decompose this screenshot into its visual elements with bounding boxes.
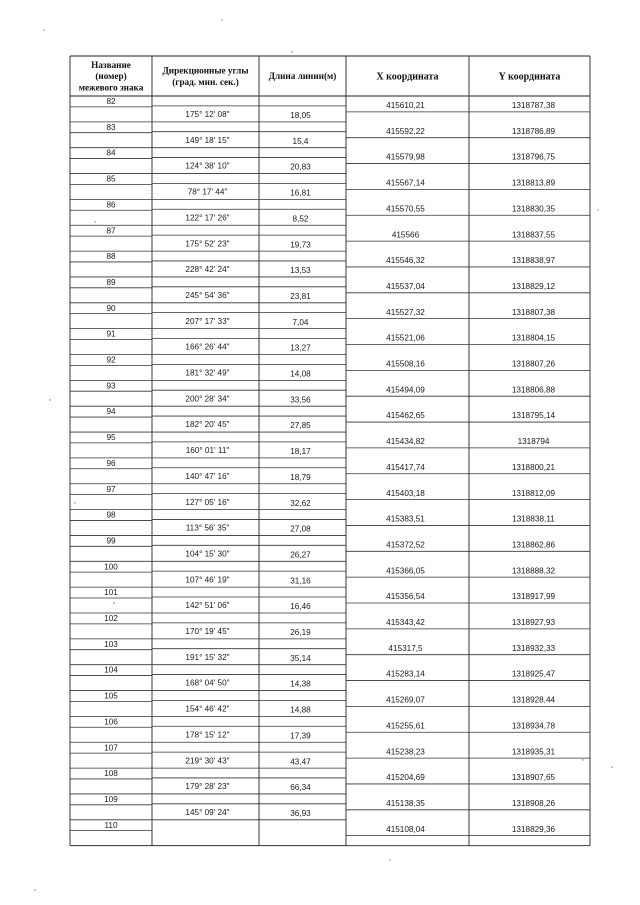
direction-angle: 178° 15' 12" [185,730,230,740]
point-name: 98 [106,510,116,520]
line-length: 13,53 [290,266,311,276]
header-angle-line: (град. мин. сек.) [172,76,239,87]
header-x-line: X координата [376,71,439,83]
line-length: 16,46 [290,602,311,612]
point-name: 89 [106,277,116,287]
direction-angle: 182° 20' 45" [185,420,230,430]
line-length: 18,05 [290,111,311,120]
y-coordinate: 1318795,14 [511,411,556,421]
direction-angle: 113° 56' 35" [185,523,230,533]
y-coordinate: 1318787,38 [511,101,556,110]
y-coordinate: 1318838,11 [512,514,555,524]
x-coordinate: 415508,16 [386,359,425,369]
direction-angle: 140° 47' 16" [185,471,230,481]
x-coordinate: 415527,32 [386,307,425,317]
direction-angle: 149° 18' 15" [185,135,230,145]
direction-angle: 175° 52' 23" [185,239,230,249]
point-name: 110 [104,820,118,830]
direction-angle: 166° 26' 44" [185,342,230,352]
y-coordinate: 1318813,89 [511,178,556,188]
header-name-line: межевого знака [78,82,144,93]
line-length: 18,79 [290,472,311,482]
point-name: 91 [106,329,116,339]
point-name: 106 [104,717,118,727]
point-name: 94 [106,407,116,417]
scan-speck [113,602,114,603]
direction-angle: 191° 15' 32" [185,652,230,662]
header-angle-line: Дирекционные углы [162,65,249,76]
scan-speck [389,859,390,860]
point-name: 103 [104,639,118,649]
line-length: 14,08 [290,369,311,379]
x-coordinate: 415283,14 [386,669,425,679]
direction-angle: 245° 54' 36" [185,290,230,300]
x-coordinate: 415403,18 [386,488,425,498]
scan-speck [221,19,222,20]
line-length: 27,85 [290,421,311,431]
x-coordinate: 415494,09 [386,385,425,395]
x-coordinate: 415546,32 [386,256,425,266]
scan-speck [611,766,612,767]
y-coordinate: 1318934,78 [511,721,556,731]
direction-angle: 181° 32' 49" [185,368,230,378]
y-coordinate: 1318838,97 [511,256,556,266]
direction-angle: 142° 51' 06" [185,601,230,611]
point-name: 85 [106,174,116,184]
direction-angle: 104° 15' 30" [185,549,230,559]
direction-angle: 179° 28' 23" [185,782,230,792]
y-coordinate: 1318786,89 [511,126,556,136]
x-coordinate: 415592,22 [386,126,425,136]
x-coordinate: 415579,98 [386,152,425,162]
x-coordinate: 415204,69 [386,773,425,783]
y-coordinate: 1318907,65 [511,773,556,783]
y-coordinate: 1318932,33 [511,643,556,653]
direction-angle: 200° 28' 34" [185,394,230,404]
direction-angle: 78° 17' 44" [187,187,228,197]
x-coordinate: 415417,74 [386,462,425,472]
point-name: 87 [106,226,116,236]
line-length: 20,83 [290,162,311,172]
header-name-line: Название [91,60,131,71]
x-coordinate: 415255,61 [386,721,425,731]
line-length: 14,38 [290,679,311,689]
scan-speck [43,29,44,30]
point-name: 102 [104,614,118,623]
y-coordinate: 1318806,88 [511,385,556,395]
point-name: 82 [106,97,116,106]
header-name-line: (номер) [95,71,127,82]
point-name: 93 [106,381,116,391]
line-length: 33,56 [290,395,311,405]
y-coordinate: 1318935,31 [511,747,556,757]
x-coordinate: 415462,65 [386,411,425,421]
x-coordinate: 415356,54 [386,592,425,602]
line-length: 8,52 [292,214,309,224]
line-length: 35,14 [290,653,311,663]
y-coordinate: 1318862,86 [511,540,556,550]
line-length: 43,47 [290,757,311,767]
line-length: 26,27 [290,550,311,560]
line-length: 16,81 [290,188,311,198]
y-coordinate: 1318800,21 [511,462,556,472]
x-coordinate: 415566 [391,230,420,240]
direction-angle: 122° 17' 26" [185,213,230,223]
line-length: 66,34 [290,783,311,793]
direction-angle: 219° 30' 43" [185,756,230,766]
y-coordinate: 1318812,09 [511,488,556,498]
x-coordinate: 415521,06 [386,333,425,343]
line-length: 27,08 [290,524,311,534]
direction-angle: 154° 46' 42" [185,704,230,714]
direction-angle: 127° 05' 16" [185,497,230,507]
y-coordinate: 1318888,32 [511,566,556,576]
line-length: 18,17 [290,447,311,457]
scan-speck [34,889,35,890]
point-name: 88 [106,252,116,262]
y-coordinate: 1318925,47 [511,669,556,679]
direction-angle: 124° 38' 10" [185,161,230,171]
point-name: 84 [106,148,116,158]
point-name: 95 [106,433,116,443]
direction-angle: 207° 17' 33" [185,316,230,326]
x-coordinate: 415610,21 [386,101,425,110]
line-length: 19,73 [290,240,311,250]
point-name: 99 [106,536,116,546]
x-coordinate: 415138,35 [386,798,425,808]
direction-angle: 160° 01' 11" [185,446,230,456]
point-name: 97 [106,484,116,494]
x-coordinate: 415372,52 [386,540,425,550]
point-name: 92 [106,355,116,365]
point-name: 101 [104,588,118,598]
x-coordinate: 415343,42 [386,618,425,627]
point-name: 96 [106,458,116,468]
point-name: 83 [106,122,116,132]
y-coordinate: 1318829,12 [511,281,556,291]
y-coordinate: 1318927,93 [511,618,556,627]
direction-angle: 107° 46' 19" [185,575,230,585]
line-length: 13,27 [290,343,311,353]
direction-angle: 175° 12' 08" [185,110,230,119]
direction-angle: 228° 42' 24" [185,265,230,275]
point-name: 109 [104,794,118,804]
point-name: 104 [104,665,118,675]
x-coordinate: 415269,07 [386,695,425,705]
scan-speck [291,51,292,52]
line-length: 17,39 [290,731,311,741]
line-length: 36,93 [290,808,311,818]
x-coordinate: 415108,04 [386,824,425,834]
line-length: 14,88 [290,705,311,715]
point-name: 100 [104,562,118,572]
y-coordinate: 1318928,44 [511,695,556,705]
direction-angle: 168° 04' 50" [185,678,230,688]
point-name: 90 [106,303,116,313]
x-coordinate: 415434,82 [386,437,425,447]
scan-speck [597,209,598,210]
direction-angle: 170° 19' 45" [185,627,230,636]
line-length: 26,19 [290,628,311,637]
y-coordinate: 1318796,75 [511,152,556,162]
point-name: 86 [106,200,116,210]
header-length-line: Длина линии(м) [268,71,337,82]
y-coordinate: 1318908,26 [511,798,556,808]
y-coordinate: 1318837,55 [511,230,556,240]
line-length: 31,16 [290,576,311,586]
point-name: 108 [104,769,118,779]
y-coordinate: 1318830,35 [511,204,556,214]
x-coordinate: 415317,5 [388,643,423,653]
point-name: 105 [104,691,118,701]
x-coordinate: 415570,55 [386,204,425,214]
line-length: 7,04 [292,317,309,327]
x-coordinate: 415366,05 [386,566,425,576]
y-coordinate: 1318917,99 [511,592,556,602]
scan-speck [74,502,75,503]
x-coordinate: 415567,14 [386,178,425,188]
scan-speck [49,399,50,400]
direction-angle: 145° 09' 24" [185,807,230,817]
y-coordinate: 1318804,15 [511,333,556,343]
x-coordinate: 415238,23 [386,747,425,757]
line-length: 15,4 [292,136,309,146]
line-length: 32,62 [290,498,311,508]
point-name: 107 [104,743,118,753]
y-coordinate: 1318794 [517,437,550,447]
scan-speck [94,221,95,222]
y-coordinate: 1318807,26 [511,359,556,369]
header-y-line: Y координата [498,71,561,83]
x-coordinate: 415383,51 [386,514,425,524]
scan-speck [582,759,583,760]
y-coordinate: 1318829,36 [511,824,556,834]
x-coordinate: 415537,04 [386,281,425,291]
y-coordinate: 1318807,38 [511,307,556,317]
line-length: 23,81 [290,291,311,301]
